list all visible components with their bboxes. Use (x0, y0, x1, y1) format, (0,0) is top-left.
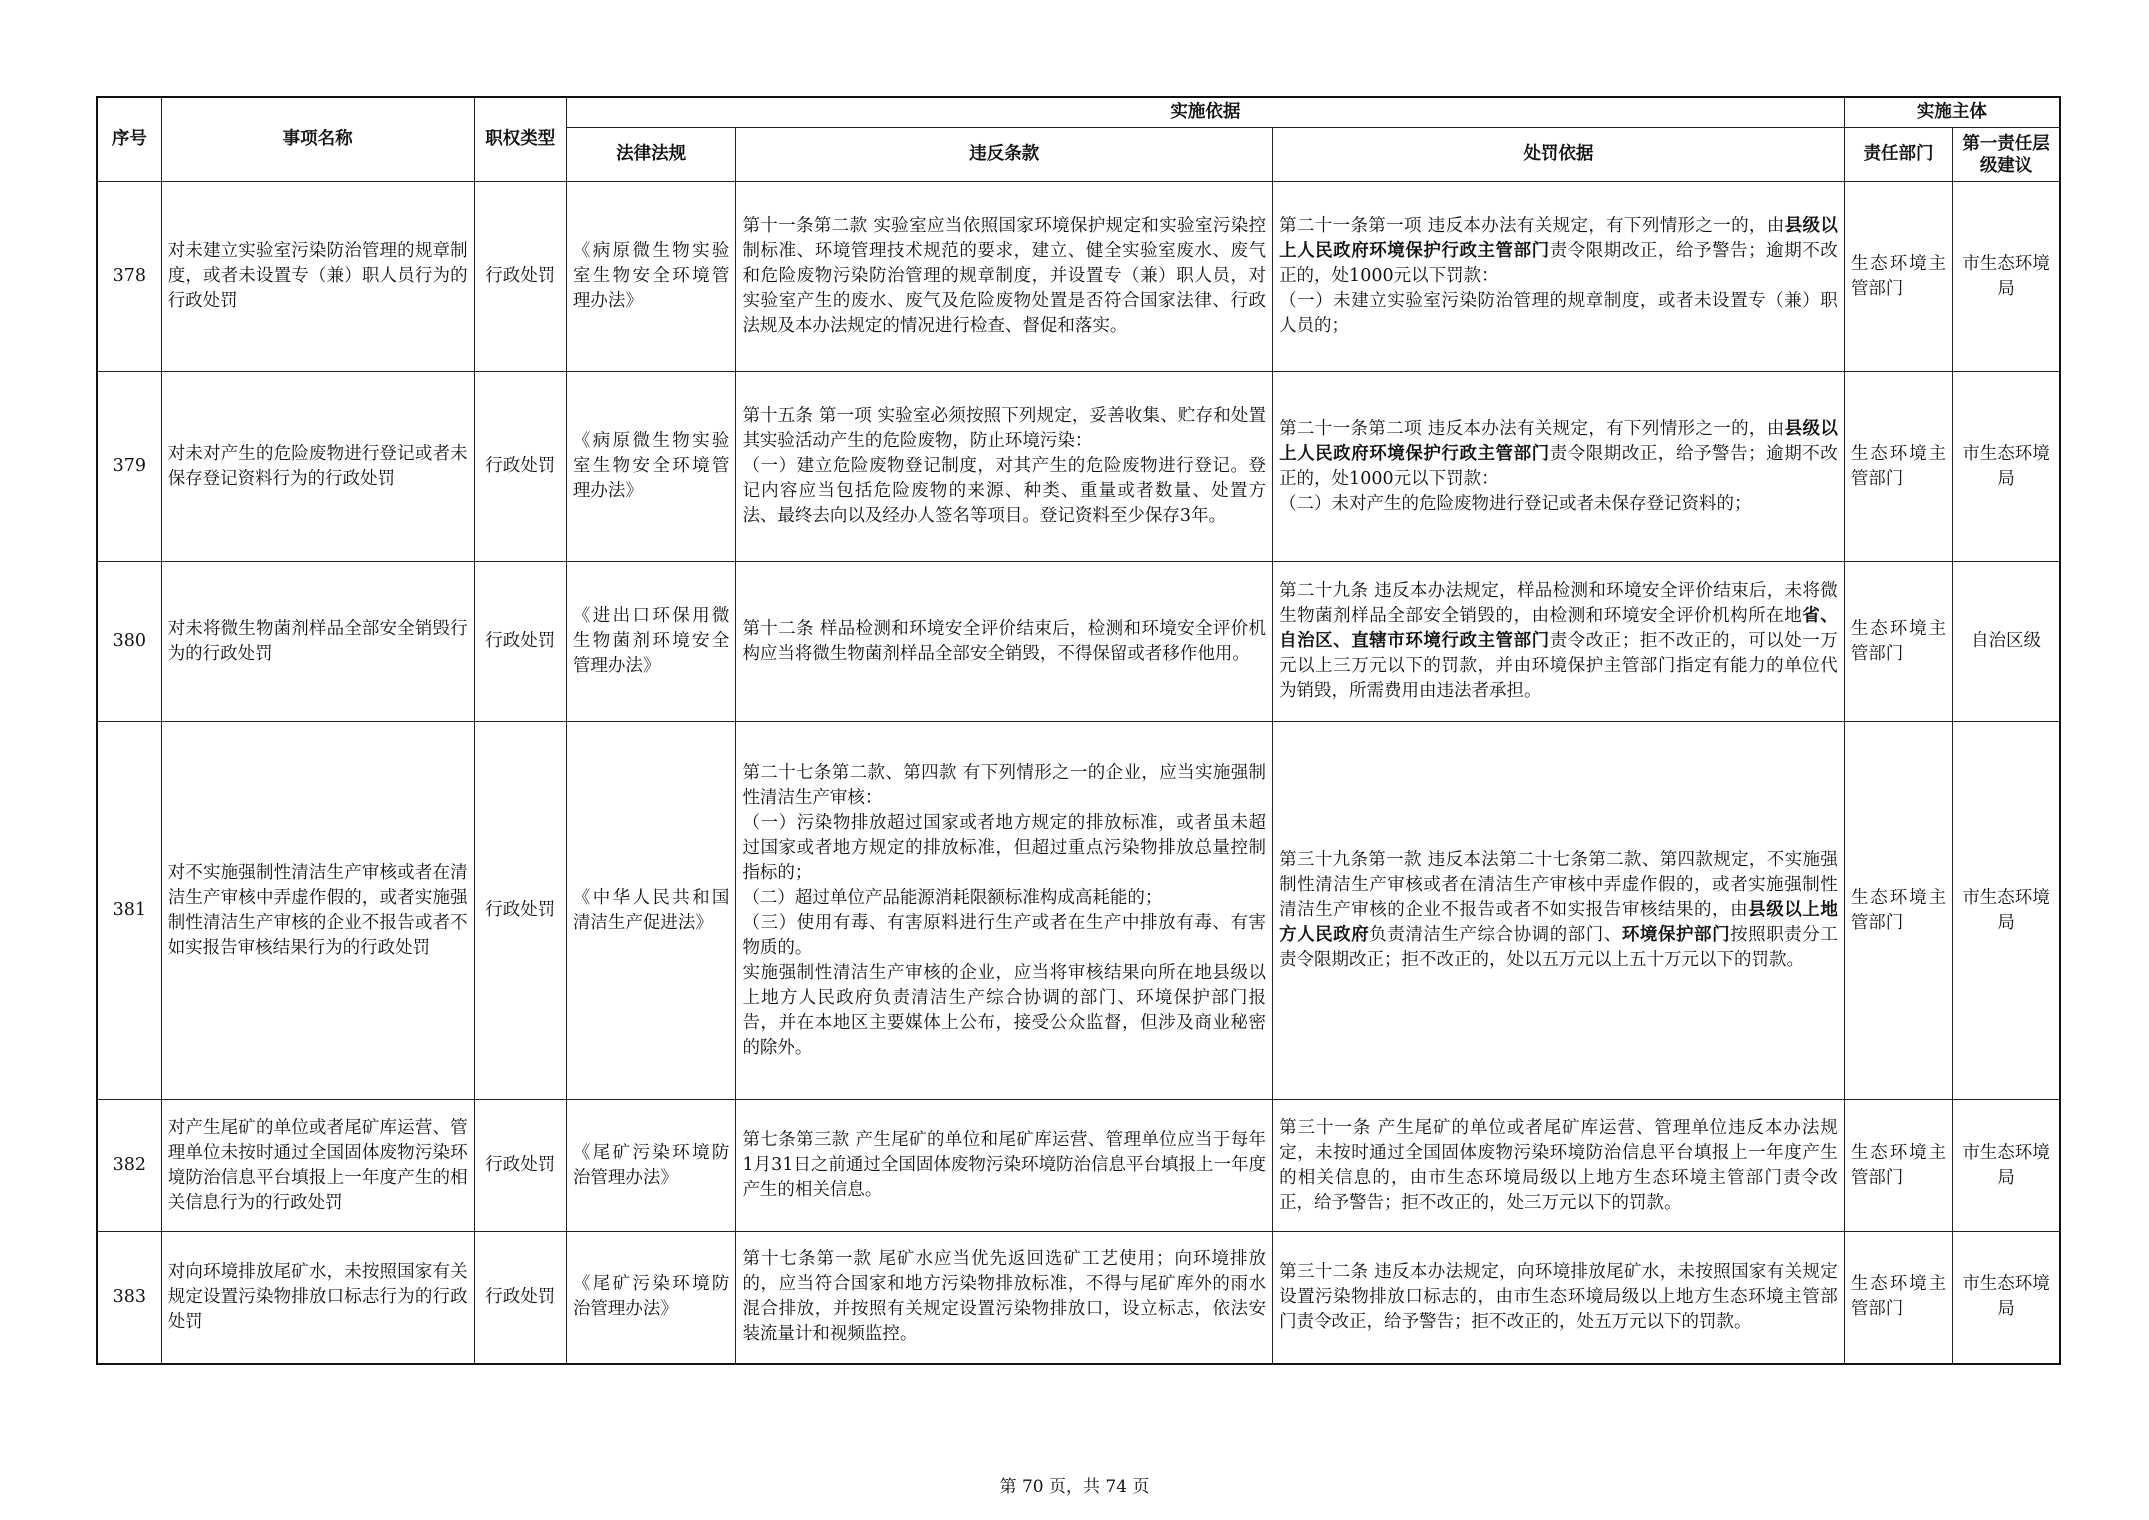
header-power-type: 职权类型 (474, 97, 566, 182)
row-power-type: 行政处罚 (474, 562, 566, 722)
row-law: 《尾矿污染环境防治管理办法》 (566, 1100, 736, 1232)
row-seq: 379 (97, 372, 161, 562)
row-seq: 380 (97, 562, 161, 722)
row-law: 《进出口环保用微生物菌剂环境安全管理办法》 (566, 562, 736, 722)
penalty-clause: （一）未建立实验室污染防治管理的规章制度，或者未设置专（兼）职人员的； (1279, 291, 1838, 336)
header-basis: 实施依据 (566, 97, 1844, 128)
row-penalty (1273, 1100, 1845, 1232)
row-law: 《病原微生物实验室生物安全环境管理办法》 (566, 372, 736, 562)
row-dept: 生态环境主管部门 (1844, 1232, 1952, 1364)
penalty-authority: 省、自治区、直辖市环境行政主管部门 (1279, 606, 1838, 651)
row-level: 市生态环境局 (1953, 722, 2060, 1100)
row-penalty (1273, 372, 1845, 562)
row-penalty (1273, 182, 1845, 372)
violation-paragraph: 第十二条 样品检测和环境安全评价结束后，检测和环境安全评价机构应当将微生物菌剂样品全部安全销毁，不得保留或者移作他用。 (742, 618, 1267, 664)
row-law: 《中华人民共和国清洁生产促进法》 (566, 722, 736, 1100)
row-penalty (1273, 722, 1845, 1100)
penalty-text (1279, 1260, 1838, 1335)
header-violation: 违反条款 (736, 128, 1273, 182)
row-seq: 378 (97, 182, 161, 372)
penalty-clause: （二）未对产生的危险废物进行登记或者未保存登记资料的； (1279, 493, 1752, 514)
penalty-segment: 第三十九条第一款 违反本法第二十七条第二款、第四款规定，不实施强制性清洁生产审核或者在清洁生产审核中弄虚作假的，或者实施强制性清洁生产审核的企业不报告或者不如实报告审核结果的，由 (1279, 850, 1838, 920)
table-row (97, 182, 2060, 372)
table-row (97, 1100, 2060, 1232)
enforcement-items-table (96, 96, 2061, 1365)
penalty-authority: 县级以上人民政府环境保护行政主管部门 (1279, 216, 1838, 261)
row-penalty (1273, 1232, 1845, 1364)
table-row (97, 562, 2060, 722)
row-item-name: 对不实施强制性清洁生产审核或者在清洁生产审核中弄虚作假的，或者实施强制性清洁生产审核的企业不报告或者不如实报告审核结果行为的行政处罚 (161, 722, 474, 1100)
violation-paragraph: 第十五条 第一项 实验室必须按照下列规定，妥善收集、贮存和处置其实验活动产生的危险废物，防止环境污染： (742, 406, 1267, 451)
header-item-name: 事项名称 (161, 97, 474, 182)
penalty-authority: 县级以上地方人民政府 (1279, 900, 1838, 945)
penalty-text (1279, 1116, 1838, 1216)
row-power-type: 行政处罚 (474, 182, 566, 372)
row-seq: 383 (97, 1232, 161, 1364)
row-power-type: 行政处罚 (474, 372, 566, 562)
row-level: 市生态环境局 (1953, 1232, 2060, 1364)
row-item-name: 对未将微生物菌剂样品全部安全销毁行为的行政处罚 (161, 562, 474, 722)
page-footer: 第 70 页，共 74 页 (999, 1477, 1150, 1497)
penalty-segment: 第二十一条第二项 违反本办法有关规定，有下列情形之一的，由 (1279, 418, 1785, 439)
penalty-text (1279, 417, 1838, 492)
row-violation (736, 1232, 1273, 1364)
header-subject: 实施主体 (1844, 97, 2060, 128)
violation-paragraph: 实施强制性清洁生产审核的企业，应当将审核结果向所在地县级以上地方人民政府负责清洁生产综合协调的部门、环境保护部门报告，并在本地区主要媒体上公布，接受公众监督，但涉及商业秘密的除外。 (742, 962, 1267, 1058)
penalty-segment: 第三十二条 违反本办法规定，向环境排放尾矿水，未按照国家有关规定设置污染物排放口标志的，由市生态环境局级以上地方生态环境主管部门责令改正，给予警告；拒不改正的，处五万元以下的罚款。 (1279, 1261, 1838, 1332)
penalty-text (1279, 848, 1838, 973)
row-power-type: 行政处罚 (474, 1232, 566, 1364)
row-level: 市生态环境局 (1953, 182, 2060, 372)
row-dept: 生态环境主管部门 (1844, 722, 1952, 1100)
row-item-name: 对未对产生的危险废物进行登记或者未保存登记资料行为的行政处罚 (161, 372, 474, 562)
table-row (97, 722, 2060, 1100)
penalty-segment: 负责清洁生产综合协调的部门、 (1369, 925, 1622, 945)
penalty-segment: 按照职责分工责令限期改正；拒不改正的，处以五万元以上五十万元以下的罚款。 (1279, 925, 1838, 970)
row-violation (736, 1100, 1273, 1232)
penalty-text (1279, 579, 1838, 704)
penalty-text (1279, 214, 1838, 289)
row-seq: 382 (97, 1100, 161, 1232)
row-item-name: 对产生尾矿的单位或者尾矿库运营、管理单位未按时通过全国固体废物污染环境防治信息平台填报上一年度产生的相关信息行为的行政处罚 (161, 1100, 474, 1232)
penalty-authority: 环境保护部门 (1621, 925, 1731, 945)
row-dept: 生态环境主管部门 (1844, 182, 1952, 372)
row-level: 自治区级 (1953, 562, 2060, 722)
row-dept: 生态环境主管部门 (1844, 372, 1952, 562)
table-row (97, 372, 2060, 562)
penalty-segment: 责令改正；拒不改正的，可以处一万元以上三万元以下的罚款，并由环境保护主管部门指定有能力的单位代为销毁，所需费用由违法者承担。 (1279, 631, 1838, 701)
row-violation (736, 722, 1273, 1100)
row-item-name: 对未建立实验室污染防治管理的规章制度，或者未设置专（兼）职人员行为的行政处罚 (161, 182, 474, 372)
row-law: 《病原微生物实验室生物安全环境管理办法》 (566, 182, 736, 372)
row-item-name: 对向环境排放尾矿水，未按照国家有关规定设置污染物排放口标志行为的行政处罚 (161, 1232, 474, 1364)
row-seq: 381 (97, 722, 161, 1100)
row-power-type: 行政处罚 (474, 1100, 566, 1232)
violation-paragraph: 第二十七条第二款、第四款 有下列情形之一的企业，应当实施强制性清洁生产审核： (742, 762, 1267, 808)
row-violation (736, 182, 1273, 372)
row-level: 市生态环境局 (1953, 1100, 2060, 1232)
header-law: 法律法规 (566, 128, 736, 182)
header-penalty: 处罚依据 (1273, 128, 1845, 182)
row-violation (736, 372, 1273, 562)
table-row (97, 1232, 2060, 1364)
violation-paragraph: （二）超过单位产品能源消耗限额标准构成高耗能的； (742, 887, 1163, 908)
violation-paragraph: 第十七条第一款 尾矿水应当优先返回选矿工艺使用；向环境排放的，应当符合国家和地方污染物排放标准，不得与尾矿库外的雨水混合排放，并按照有关规定设置污染物排放口，设立标志，依法安装流量计和视频监控。 (742, 1249, 1267, 1345)
violation-paragraph: （三）使用有毒、有害原料进行生产或者在生产中排放有毒、有害物质的。 (742, 912, 1267, 958)
penalty-segment: 第三十一条 产生尾矿的单位或者尾矿库运营、管理单位违反本办法规定，未按时通过全国固体废物污染环境防治信息平台填报上一年度产生的相关信息的，由市生态环境局级以上地方生态环境主管部门责令改正，给予警告；拒不改正的，处三万元以下的罚款。 (1279, 1117, 1838, 1213)
penalty-segment: 第二十九条 违反本办法规定，样品检测和环境安全评价结束后，未将微生物菌剂样品全部安全销毁的，由检测和环境安全评价机构所在地 (1279, 581, 1838, 626)
row-penalty (1273, 562, 1845, 722)
header-seq: 序号 (97, 97, 161, 182)
violation-paragraph: （一）污染物排放超过国家或者地方规定的排放标准，或者虽未超过国家或者地方规定的排放标准，但超过重点污染物排放总量控制指标的； (742, 812, 1267, 883)
penalty-segment: 第二十一条第一项 违反本办法有关规定，有下列情形之一的，由 (1279, 216, 1785, 236)
row-law: 《尾矿污染环境防治管理办法》 (566, 1232, 736, 1364)
penalty-segment: 责令限期改正，给予警告；逾期不改正的，处1000元以下罚款： (1279, 241, 1838, 286)
row-dept: 生态环境主管部门 (1844, 1100, 1952, 1232)
row-violation (736, 562, 1273, 722)
violation-paragraph: （一）建立危险废物登记制度，对其产生的危险废物进行登记。登记内容应当包括危险废物的来源、种类、重量或者数量、处置方法、最终去向以及经办人签名等项目。登记资料至少保存3年。 (742, 456, 1267, 526)
header-level: 第一责任层级建议 (1953, 128, 2060, 182)
violation-paragraph: 第七条第三款 产生尾矿的单位和尾矿库运营、管理单位应当于每年1月31日之前通过全国固体废物污染环境防治信息平台填报上一年度产生的相关信息。 (742, 1130, 1267, 1200)
violation-paragraph: 第十一条第二款 实验室应当依照国家环境保护规定和实验室污染控制标准、环境管理技术规范的要求，建立、健全实验室废水、废气和危险废物污染防治管理的规章制度，并设置专（兼）职人员，对实验室产生的废水、废气及危险废物处置是否符合国家法律、行政法规及本办法规定的情况进行检查、督促和落实。 (742, 216, 1267, 336)
penalty-segment: 责令限期改正，给予警告；逾期不改正的，处1000元以下罚款： (1279, 443, 1838, 489)
header-dept: 责任部门 (1844, 128, 1952, 182)
row-dept: 生态环境主管部门 (1844, 562, 1952, 722)
penalty-authority: 县级以上人民政府环境保护行政主管部门 (1279, 418, 1838, 464)
row-power-type: 行政处罚 (474, 722, 566, 1100)
row-level: 市生态环境局 (1953, 372, 2060, 562)
